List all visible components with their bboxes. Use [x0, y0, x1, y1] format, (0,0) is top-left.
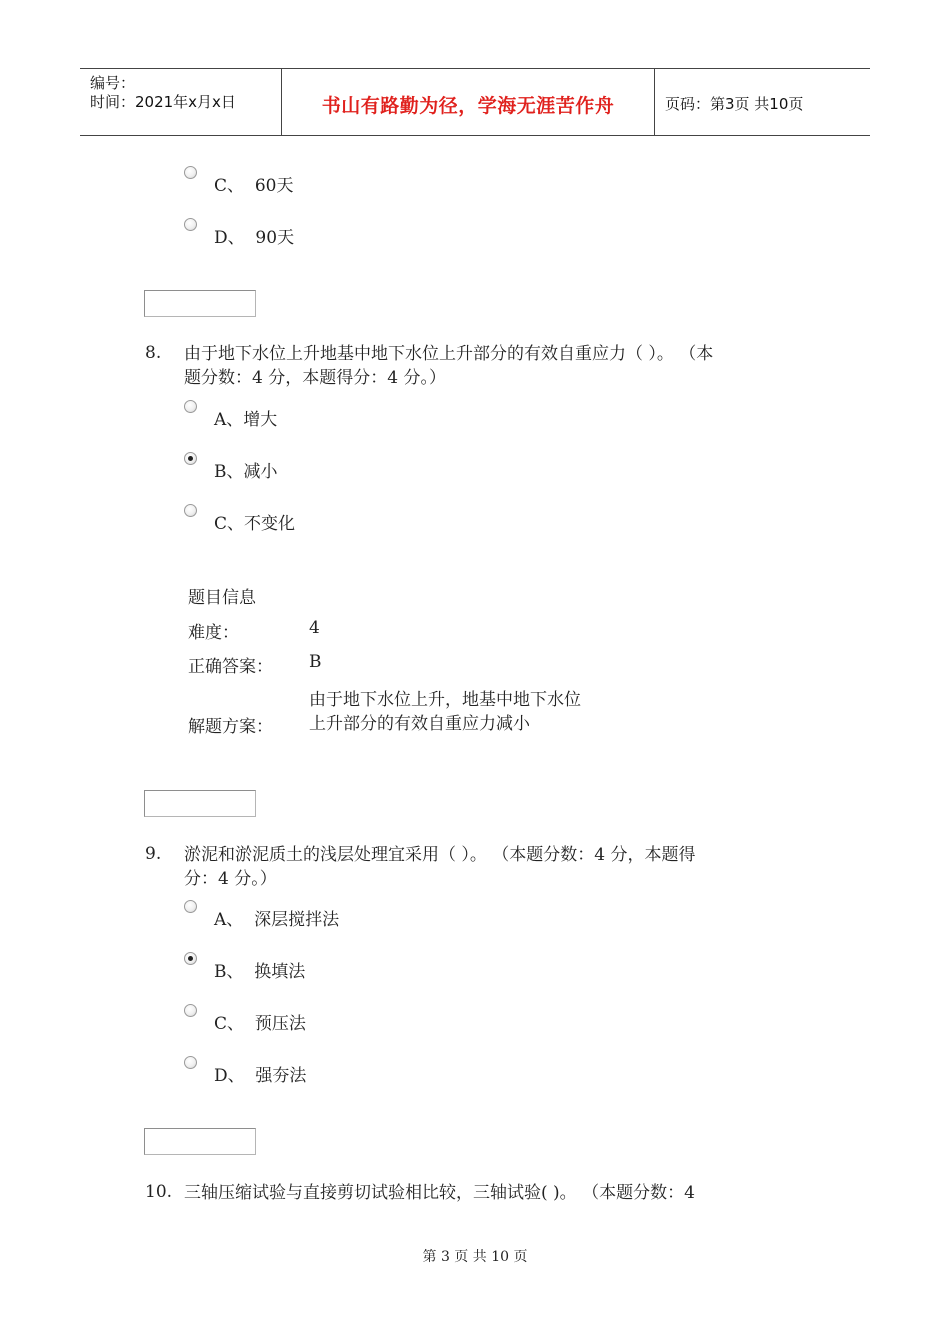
answer-box: [144, 290, 256, 317]
header-motto-cell: [282, 69, 655, 135]
question-text-line: 题分数：4 分，本题得分：4 分。）: [184, 368, 446, 388]
correct-answer-label: 正确答案：: [188, 657, 273, 677]
radio-button-selected[interactable]: [184, 952, 197, 965]
option-label: D、 90天: [214, 228, 295, 248]
question-number: 8.: [145, 343, 162, 363]
q8-option-a[interactable]: [184, 399, 278, 430]
option-label: B、减小: [214, 462, 278, 482]
page-footer: 第 3 页 共 10 页: [422, 1249, 528, 1265]
radio-button[interactable]: [184, 166, 197, 179]
q9-option-d[interactable]: [184, 1055, 307, 1086]
radio-button[interactable]: [184, 900, 197, 913]
q8-option-c[interactable]: [184, 503, 296, 534]
time-label: 时间：2021年x月x日: [90, 93, 236, 111]
header-page-cell: [655, 69, 870, 135]
correct-answer-value: B: [309, 652, 322, 672]
question-text: [184, 843, 814, 891]
option-label: A、增大: [214, 410, 278, 430]
answer-box: [144, 790, 256, 817]
motto-text: 书山有路勤为径，学海无涯苦作舟: [321, 95, 615, 117]
radio-button-selected[interactable]: [184, 452, 197, 465]
q7-option-d[interactable]: [184, 217, 295, 248]
question-text: [184, 1181, 814, 1205]
difficulty-label: 难度：: [188, 623, 239, 643]
option-label: B、 换填法: [214, 962, 306, 982]
header-meta-cell: [80, 69, 282, 135]
number-label: 编号：: [90, 74, 136, 92]
radio-button[interactable]: [184, 1056, 197, 1069]
difficulty-value: 4: [309, 618, 320, 638]
info-title: 题目信息: [188, 588, 256, 608]
answer-box: [144, 1128, 256, 1155]
option-label: C、 预压法: [214, 1014, 306, 1034]
question-number: 9.: [145, 844, 162, 864]
question-text-line: 三轴压缩试验与直接剪切试验相比较，三轴试验( )。 （本题分数：4: [184, 1183, 695, 1203]
question-text-line: 分：4 分。）: [184, 869, 277, 889]
radio-button[interactable]: [184, 504, 197, 517]
solution-label: 解题方案：: [188, 717, 273, 737]
page-number-label: 页码：第3页 共10页: [665, 95, 804, 113]
radio-button[interactable]: [184, 218, 197, 231]
radio-button[interactable]: [184, 400, 197, 413]
option-label: C、 60天: [214, 176, 294, 196]
question-text-line: 淤泥和淤泥质土的浅层处理宜采用（ ）。 （本题分数：4 分，本题得: [184, 845, 696, 865]
radio-button[interactable]: [184, 1004, 197, 1017]
option-label: C、不变化: [214, 514, 296, 534]
solution-text: 由于地下水位上升，地基中地下水位上升部分的有效自重应力减小: [309, 690, 581, 734]
q8-option-b[interactable]: [184, 451, 278, 482]
question-number: 10.: [145, 1182, 173, 1202]
q9-option-c[interactable]: [184, 1003, 306, 1034]
question-text-line: 由于地下水位上升地基中地下水位上升部分的有效自重应力（ ）。 （本: [184, 344, 714, 364]
question-text: [184, 342, 814, 390]
option-label: D、 强夯法: [214, 1066, 307, 1086]
q9-option-b[interactable]: [184, 951, 306, 982]
q7-option-c[interactable]: [184, 165, 294, 196]
option-label: A、 深层搅拌法: [214, 910, 340, 930]
page-header: [80, 68, 870, 136]
q9-option-a[interactable]: [184, 899, 340, 930]
